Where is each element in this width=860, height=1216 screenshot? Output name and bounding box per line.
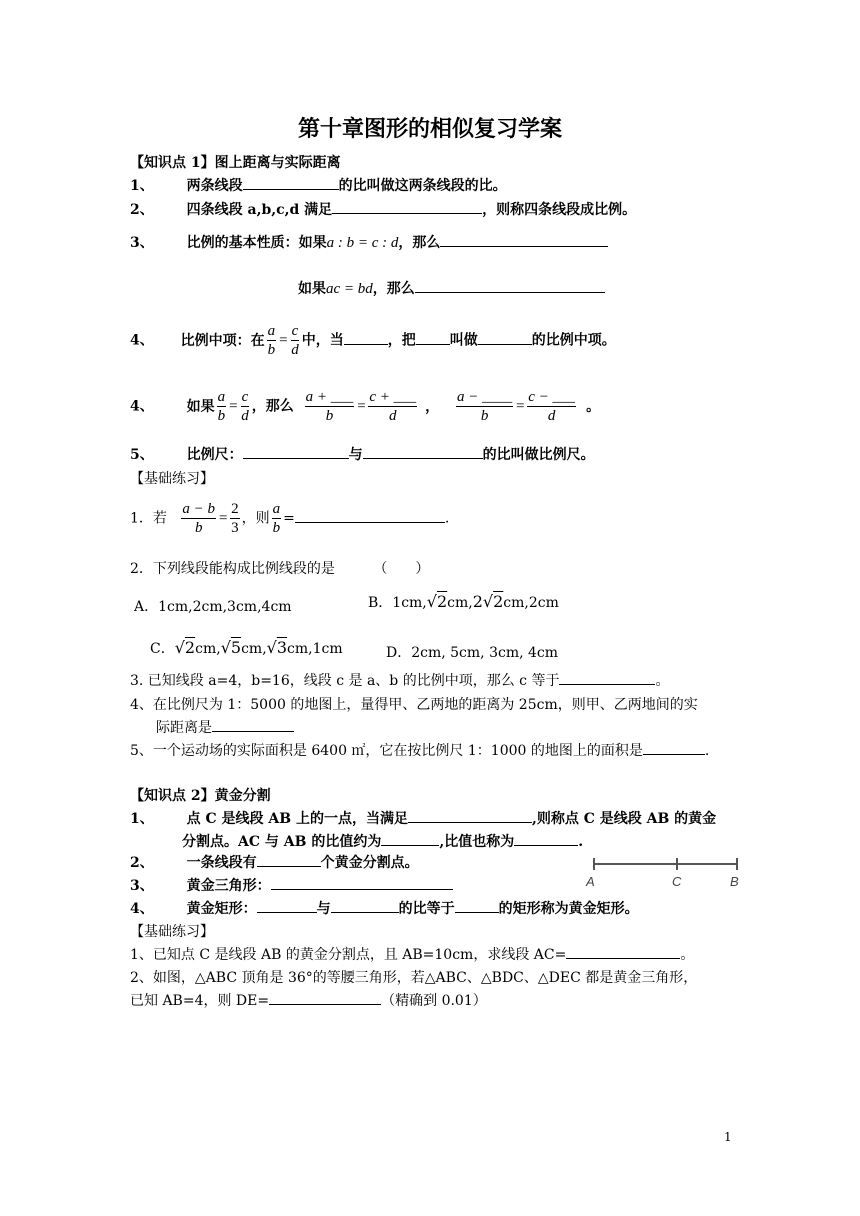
kp1-item-4: 4、 比例中项：在 $\frac{a}{b}$ = $\frac{c}{d}$ 中，当 ，把 叫做 的比例中项。 [130, 323, 616, 358]
kp1-item-1: 1、 两条线段 的比叫做这两条线段的比。 [130, 175, 507, 195]
practice1-q2: 2．下列线段能构成比例线段的是 （ ） [130, 561, 430, 577]
kp2-item-1-cont: 分割点。AC 与 AB 的比值约为 ,比值也称为 . [182, 831, 583, 851]
kp2-item-2: 2、 一条线段有 个黄金分割点。 [130, 852, 419, 872]
practice2-q2: 2、如图，△ABC 顶角是 36°的等腰三角形，若△ABC、△BDC、△DEC 都是黄金三角形， [130, 970, 698, 986]
option-a: A．1cm,2cm,3cm,4cm [134, 599, 292, 615]
page-number: 1 [724, 1130, 732, 1144]
practice1-q3: 3. 已知线段 a=4，b=16，线段 c 是 a、b 的比例中项，那么 c 等于 。 [130, 670, 669, 690]
kp2-item-3: 3、 黄金三角形： [130, 875, 453, 895]
option-c: C．√2cm,√5cm,√3cm,1cm [150, 638, 343, 657]
fraction-a-minus: $\frac{a - \_\_\_\_}{b}$ [457, 389, 513, 424]
blank [440, 232, 608, 247]
blank [332, 199, 482, 214]
page-title: 第十章图形的相似复习学案 [297, 116, 562, 142]
blank [415, 278, 605, 293]
point-a-label: A [586, 874, 595, 889]
segment-figure [584, 852, 748, 892]
item-number: 1、 [130, 178, 154, 194]
point-c-label: C [672, 874, 682, 889]
kp1-item-2: 2、 四条线段 a,b,c,d 满足 ，则称四条线段成比例。 [130, 199, 636, 219]
option-d: D．2cm, 5cm, 3cm, 4cm [386, 645, 559, 661]
point-b-label: B [730, 874, 739, 889]
fraction-c-d: $\frac{c}{d}$ [291, 323, 299, 358]
practice1-q4: 4、在比例尺为 1：5000 的地图上，量得甲、乙两地的距离为 25cm，则甲、乙两地间的实 [130, 697, 698, 713]
blank [243, 175, 339, 190]
kp1-item-5: 5、 比例尺： 与 的比叫做比例尺。 [130, 444, 595, 464]
proportion-math: a : b = c : d [326, 235, 399, 251]
kp2-header: 【知识点 2】黄金分割 [130, 788, 271, 804]
practice1-header: 【基础练习】 [130, 471, 214, 487]
kp2-item-4: 4、 黄金矩形： 与 的比等于 的矩形称为黄金矩形。 [130, 898, 639, 918]
kp1-item-3: 3、 比例的基本性质：如果a : b = c : d，那么 [130, 232, 608, 252]
option-b: B．1cm,√2cm,2√2cm,2cm [368, 592, 559, 611]
kp1-item-3b: 如果ac = bd，那么 [298, 278, 605, 298]
practice2-q2-cont: 已知 AB=4，则 DE= （精确到 0.01） [130, 990, 487, 1010]
fraction-a-plus: $\frac{a + \_\_\_}{b}$ [305, 389, 354, 424]
kp1-item-4b: 4、 如果 $\frac{a}{b}$ = $\frac{c}{d}$ ，那么 $\frac{a + \_\_\_}{b}$ = $\frac{c + \_\_\_}{d}$ ， $\frac{a - \_\_\_\_}{b}$ = $\frac{c - \_\_\_}{d}$ 。 [130, 389, 601, 424]
practice1-q1: 1．若 $\frac{a - b}{b}$ = $\frac{2}{3}$ ，则 $\frac{a}{b}$ = . [130, 501, 450, 536]
kp1-header: 【知识点 1】图上距离与实际距离 [130, 155, 341, 171]
fraction-a-b: $\frac{a}{b}$ [267, 323, 276, 358]
practice1-q4-cont: 际距离是 [156, 717, 294, 737]
practice1-q5: 5、一个运动场的实际面积是 6400 ㎡，它在按比例尺 1：1000 的地图上的面积是 . [130, 740, 709, 760]
practice2-q1: 1、已知点 C 是线段 AB 的黄金分割点，且 AB=10cm，求线段 AC= 。 [130, 944, 694, 964]
kp2-item-1: 1、 点 C 是线段 AB 上的一点，当满足 ,则称点 C 是线段 AB 的黄金 [130, 808, 716, 828]
practice2-header: 【基础练习】 [130, 924, 214, 940]
